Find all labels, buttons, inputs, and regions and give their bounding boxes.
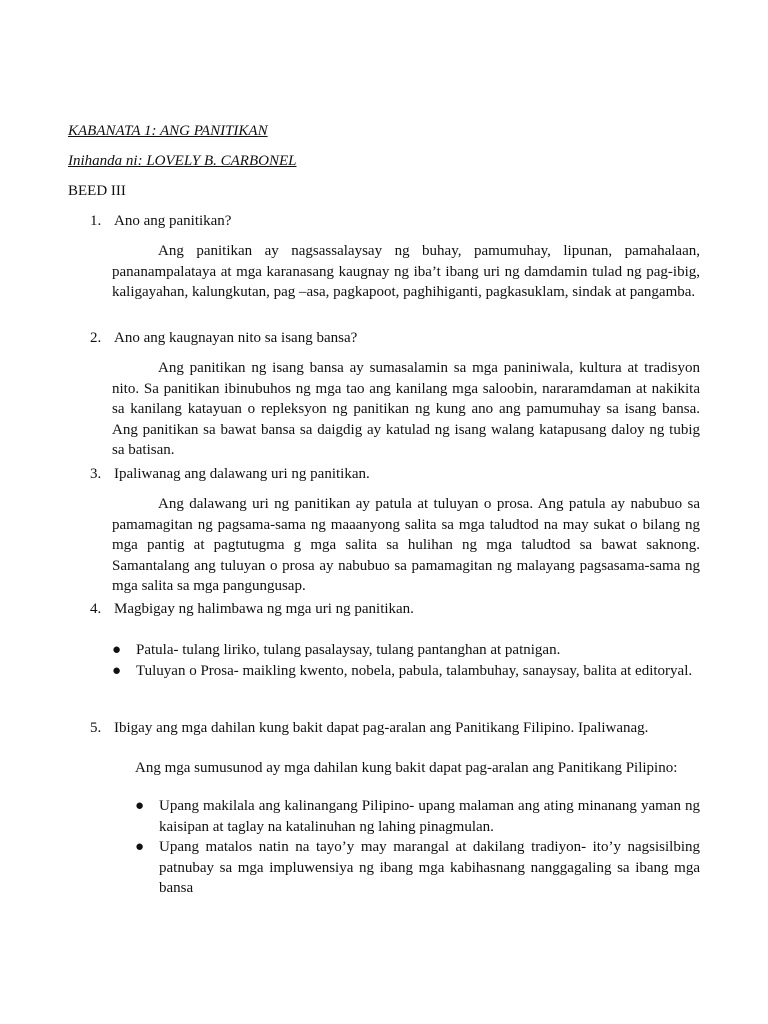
answer-3: Ang dalawang uri ng panitikan ay patula at tuluyan o prosa. Ang patula ay nabubuo sa pamamagitan ng pagsama-sama ng maaanyong salita sa mga taludtod na may sukat o bilang ng mga pantig at pagtutugma g mga salita sa hulihan ng mga taludtod sa bawat saknong. Samantalang ang tuluyan o prosa ay nabubuo sa pamamagitan ng malayang pagsasama-sama ng mga salita sa mga pangungusap. (112, 496, 700, 594)
question-3 (90, 466, 370, 483)
chapter-title: KABANATA 1: ANG PANITIKAN (68, 123, 268, 139)
question-2 (90, 330, 357, 347)
examples-list (112, 640, 700, 681)
bullet-icon: ● (112, 662, 122, 679)
list-item: ● Upang matalos natin na tayo’y may marangal at dakilang tradiyon- ito’y nagsisilbing patnubay sa mga impluwensiya ng ibang mga kabihasnang nanggagaling sa ibang mga bansa (135, 839, 700, 896)
answer-1: Ang panitikan ay nagsassalaysay ng buhay, pamumuhay, lipunan, pamahalaan, pananampalataya at mga karanasang kaugnay ng iba’t ibang uri ng damdamin tulad ng pag-ibig, kaligayahan, kalungkutan, pag –asa, pagkapoot, paghihiganti, pagkasuklam, sindak at pangamba. (112, 243, 700, 300)
question-4 (90, 601, 414, 618)
answer-2: Ang panitikan ng isang bansa ay sumasalamin sa mga paniniwala, kultura at tradisyon nito. Sa panitikan ibinubuhos ng mga tao ang kanilang mga saloobin, nararamdaman at nakikita sa kanilang katayuan o repleksyon ng panitikan ng kung ano ang pamumuhay sa isang bansa. Ang panitikan sa bawat bansa sa daigdig ay katulad ng isang walang katapusang daloy ng tubig sa batisan. (112, 360, 700, 458)
bullet-icon: ● (135, 839, 145, 855)
question-number: 5. (90, 720, 102, 736)
question-text: Ibigay ang mga dahilan kung bakit dapat pag-aralan ang Panitikang Filipino. Ipaliwanag. (114, 720, 649, 736)
question-5 (90, 720, 648, 737)
question-number: 1. (90, 213, 102, 229)
list-item: ● Upang makilala ang kalinangang Pilipino- upang malaman ang ating minanang yaman ng kaisipan at taglay na katalinuhan ng lahing pinagmulan. (135, 798, 700, 835)
question-text: Ipaliwanag ang dalawang uri ng panitikan. (114, 466, 370, 482)
question-number: 3. (90, 466, 102, 482)
list-item: ● Tuluyan o Prosa- maikling kwento, nobela, pabula, talambuhay, sanaysay, balita at editoryal. (112, 661, 700, 682)
reasons-list (135, 796, 700, 899)
bullet-icon: ● (135, 798, 145, 814)
bullet-icon: ● (112, 642, 122, 658)
section-label: BEED III (68, 183, 126, 199)
question-text: Ano ang panitikan? (114, 213, 232, 229)
question-number: 2. (90, 330, 102, 346)
question-text: Magbigay ng halimbawa ng mga uri ng panitikan. (114, 601, 414, 617)
question-number: 4. (90, 601, 102, 617)
question-1 (90, 213, 231, 230)
prepared-by: Inihanda ni: LOVELY B. CARBONEL (68, 153, 297, 169)
list-item: ● Patula- tulang liriko, tulang pasalaysay, tulang pantanghan at patnigan. (112, 640, 700, 661)
reasons-intro: Ang mga sumusunod ay mga dahilan kung bakit dapat pag-aralan ang Panitikang Pilipino: (135, 760, 678, 776)
question-text: Ano ang kaugnayan nito sa isang bansa? (114, 330, 358, 346)
